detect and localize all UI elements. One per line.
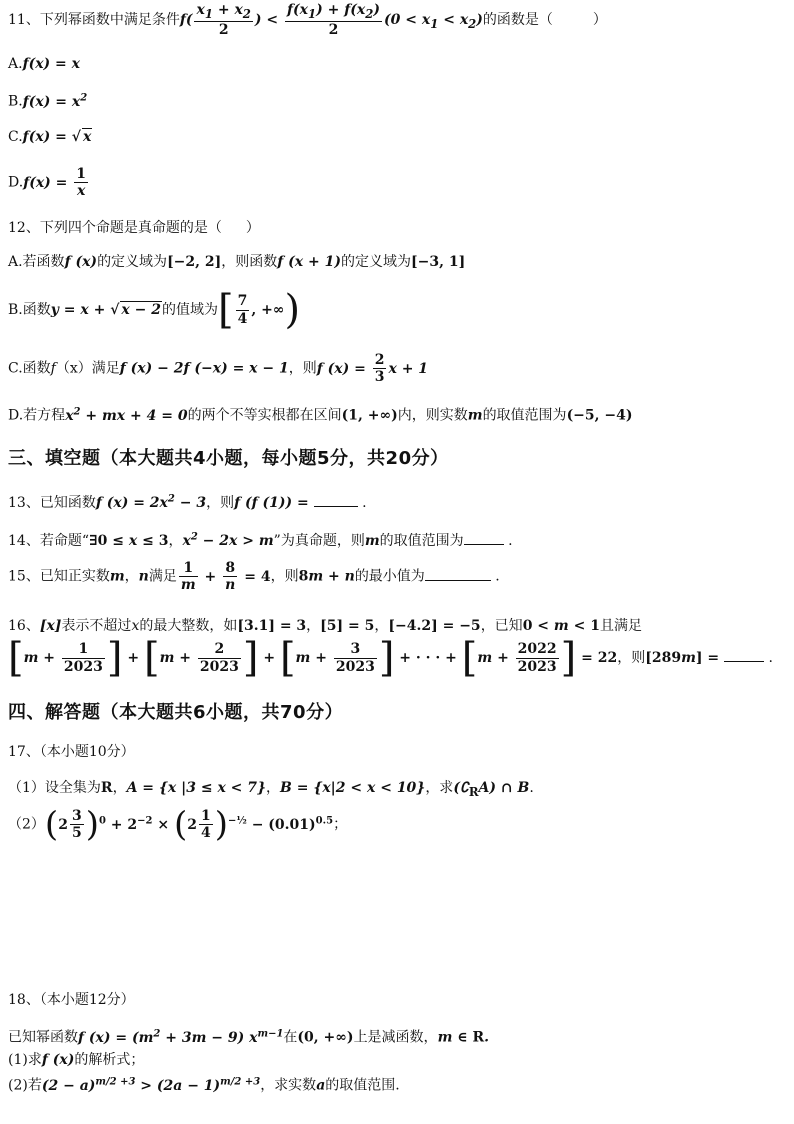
q18-line3: (2)若$(2 - a)^{m/2 +3} > (2a - 1)^{m/2 +3}$，求实数a的取值范围. (8, 1076, 400, 1094)
text: 的两个不等实根都在区间 (187, 407, 342, 424)
q11-option-b: $B.f(x) = x^2$ (8, 92, 88, 110)
text: (2)若 (8, 1077, 42, 1094)
text: C.函数 (8, 360, 51, 377)
text: . (508, 533, 513, 549)
q11-stem-end: 的函数是（ (482, 12, 553, 29)
text: 上是减函数， (353, 1029, 438, 1046)
text: ； (333, 816, 348, 833)
text: 的定义域为 (97, 254, 168, 270)
q16-line2: [m + $\frac{1}{2023}$ ] + [m + $\frac{2}{2023}$ ] + [m + $\frac{3}{2023}$ ] + · · · + [m + $\frac{2022}{2023}$ ] = 22，则[289m] = . (8, 635, 773, 681)
text: 的最大整数，如 (139, 618, 238, 634)
text: 的取值范围. (325, 1077, 400, 1094)
q12-stem-text: 12、下列四个命题是真命题的是（ (8, 220, 222, 236)
option-label: C. (8, 129, 23, 145)
text: . (529, 780, 534, 796)
answer-blank[interactable] (314, 492, 358, 507)
q12-option-d: D.若方程$x^2$ + mx + 4 = 0的两个不等实根都在区间(1, +∞)内，则实数m的取值范围为(−5, −4) (8, 406, 633, 424)
text: 且满足 (599, 618, 642, 634)
text: ，求实数 (260, 1077, 317, 1094)
text: （x）满足 (55, 360, 120, 377)
answer-blank[interactable] (724, 647, 764, 662)
q16-line1: 16、[x]表示不超过x的最大整数，如[3.1] = 3，[5] = 5，[−4.2] = −5，已知0 < m < 1且满足 (8, 618, 642, 634)
text: ， (124, 568, 139, 585)
text: ，已知 (480, 618, 523, 634)
text: . (495, 568, 500, 585)
q12-paren-close: ） (245, 220, 260, 236)
text: . (362, 495, 367, 511)
text: ，求 (425, 780, 454, 796)
text: 的取值范围为 (379, 533, 464, 549)
text: 的值域为 (161, 302, 218, 318)
q11-condition: f( $\frac{x_1 + x_2}{2}$ ) < $\frac{f(x_1) + f(x_2)}{2}$ $(0 < x_1 < x_2)$ (179, 2, 483, 39)
section-4-heading: 四、解答题（本大题共6小题，共70分） (8, 702, 344, 723)
text: 已知幂函数 (8, 1029, 78, 1046)
option-label: D. (8, 174, 24, 191)
text: B.函数 (8, 302, 51, 318)
q12-stem (8, 220, 260, 237)
text: 的解析式； (74, 1052, 145, 1068)
text: （1）设全集为 (8, 780, 101, 796)
q11-stem (8, 2, 607, 38)
q12-option-b: B.函数y = x + √ x − 2的值域为[ $\frac{7}{4}$ , +∞) (8, 287, 301, 333)
option-label: B. (8, 93, 23, 110)
text: 表示不超过 (61, 618, 132, 634)
text: 的最小值为 (354, 568, 425, 585)
q12-option-a: A.若函数f (x)的定义域为[−2, 2]，则函数f (x + 1)的定义域为[−3, 1] (8, 254, 466, 270)
text: 内，则实数 (397, 407, 468, 424)
text: 满足 (148, 568, 177, 585)
q14: 14、若命题“∃0 ≤ x ≤ 3，$x^2 - 2x > m$”为真命题，则m的取值范围为 . (8, 531, 513, 549)
q15: 15、已知正实数m，n满足 $\frac{1}{m}$ + $\frac{8}{n}$ = 4，则8m + n的最小值为 . (8, 560, 500, 594)
text: ，则 (617, 650, 646, 666)
text: 15、已知正实数 (8, 568, 110, 585)
text: 的定义域为 (341, 254, 411, 270)
text: 的取值范围为 (482, 407, 567, 424)
text: ，则 (270, 568, 299, 585)
q11-option-c: C.f(x) = √ x (8, 129, 92, 145)
answer-blank[interactable] (464, 530, 504, 545)
q11-option-a: A.f(x) = x (8, 56, 81, 72)
q11-option-d: D.f(x) = $\frac{1}{x}$ (8, 166, 87, 200)
text: ，则 (288, 360, 317, 377)
q18-line2: (1)求f (x)的解析式； (8, 1052, 145, 1068)
answer-blank[interactable] (425, 566, 491, 581)
q17-part2: （2）(2 $\frac{3}{5}$ )$^0 + 2^{-2} \times (2$ $\frac{1}{4}$ )$^{-\frac{1}{2}} - (0.01)^{0.5}$； (8, 804, 348, 845)
text: ，则 (206, 495, 235, 511)
text: ”为真命题，则 (273, 533, 365, 549)
text: 14、若命题“ (8, 533, 89, 549)
q17-part1: （1）设全集为R，A = {x |3 ≤ x < 7}，B = {x|2 < x < 10}，求$(∁_RA)$ ∩ B. (8, 780, 534, 799)
text: ，则函数 (221, 254, 278, 270)
q12-option-c: C.函数f（x）满足f (x) − 2f (−x) = x − 1，则f (x) = $\frac{2}{3}$ x + 1 (8, 352, 429, 386)
q13: 13、已知函数f $(x) = 2x^2 - 3$，则f (f (1)) = . (8, 493, 367, 511)
text: . (768, 650, 773, 666)
q18-title: 18、（本小题12分） (8, 992, 135, 1008)
q17-title: 17、（本小题10分） (8, 744, 135, 760)
text: （2） (8, 816, 45, 833)
option-label: A. (8, 56, 23, 72)
text: D.若方程 (8, 407, 66, 424)
q18-line1: 已知幂函数f $(x) = (m^2 + 3m - 9)$ $x^{m-1}$在(0, +∞)上是减函数，m ∈ R. (8, 1028, 490, 1046)
text: A.若函数 (8, 254, 65, 270)
text: (1)求 (8, 1052, 42, 1068)
text: 13、已知函数 (8, 495, 96, 511)
section-3-heading: 三、填空题（本大题共4小题，每小题5分，共20分） (8, 448, 449, 469)
q11-stem-text: 11、下列幂函数中满足条件 (8, 12, 180, 29)
q11-paren-close: ） (592, 12, 607, 29)
text: 在 (283, 1029, 298, 1046)
text: 16、 (8, 618, 40, 634)
